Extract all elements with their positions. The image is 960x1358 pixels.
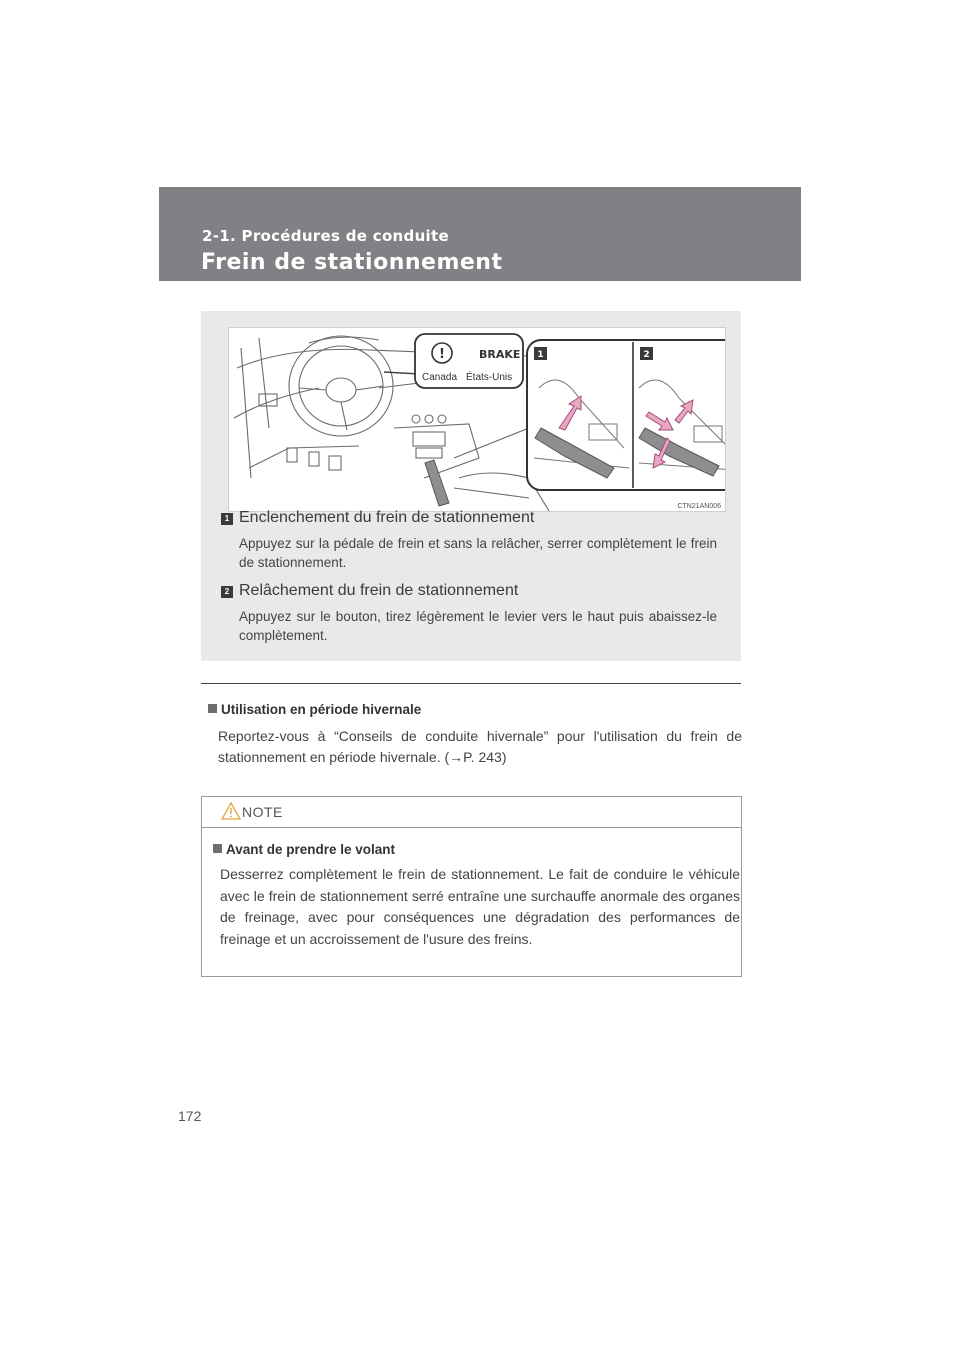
illustration-code: CTN21AN006 bbox=[677, 503, 721, 510]
note-box bbox=[201, 796, 742, 977]
cabin-drawing bbox=[229, 328, 725, 511]
brake-warning-callout bbox=[384, 334, 523, 388]
note-label: NOTE bbox=[242, 804, 283, 820]
page-title: Frein de stationnement bbox=[201, 250, 503, 275]
chapter-header bbox=[159, 187, 801, 281]
step-heading: Relâchement du frein de stationnement bbox=[239, 582, 519, 599]
winter-text: Reportez-vous à “Conseils de conduite hivernale” pour l'utilisation du frein de stationnement en période hivernale. (→P. 243) bbox=[218, 728, 742, 765]
section-label: 2-1. Procédures de conduite bbox=[202, 227, 449, 245]
parking-brake-illustration bbox=[228, 327, 726, 512]
region-us: États-Unis bbox=[466, 372, 513, 383]
brake-label: BRAKE bbox=[479, 348, 521, 361]
bullet-square-icon bbox=[208, 704, 217, 713]
warning-triangle-icon bbox=[221, 801, 241, 821]
region-canada: Canada bbox=[422, 372, 458, 383]
step-marker: 2 bbox=[221, 586, 233, 598]
step-text: Appuyez sur le bouton, tirez légèrement le levier vers le haut puis abaissez-le complètement. bbox=[239, 609, 717, 643]
section-divider bbox=[201, 683, 741, 684]
winter-heading: Utilisation en période hivernale bbox=[221, 702, 422, 717]
inset-step1-marker: 1 bbox=[537, 350, 544, 360]
brake-symbol-icon: ! bbox=[439, 347, 445, 362]
lever-operation-inset bbox=[527, 340, 725, 490]
note-text: Desserrez complètement le frein de stationnement. Le fait de conduire le véhicule avec le frein de stationnement serré entraîne une surchauffe anormale des organes de freinage, avec pour conséquences une dégradation des performances de freinage et un accroissement de l'usure des freins. bbox=[220, 866, 740, 947]
step-text: Appuyez sur la pédale de frein et sans la relâcher, serrer complètement le frein de stationnement. bbox=[239, 536, 717, 570]
note-heading: Avant de prendre le volant bbox=[226, 842, 396, 857]
bullet-square-icon bbox=[213, 844, 222, 853]
note-header bbox=[202, 797, 741, 828]
page-number: 172 bbox=[178, 1108, 202, 1124]
inset-step2-marker: 2 bbox=[643, 350, 650, 360]
winter-use-section bbox=[208, 702, 742, 768]
procedure-box bbox=[201, 311, 741, 661]
step-marker: 1 bbox=[221, 513, 233, 525]
step-heading: Enclenchement du frein de stationnement bbox=[239, 509, 535, 526]
